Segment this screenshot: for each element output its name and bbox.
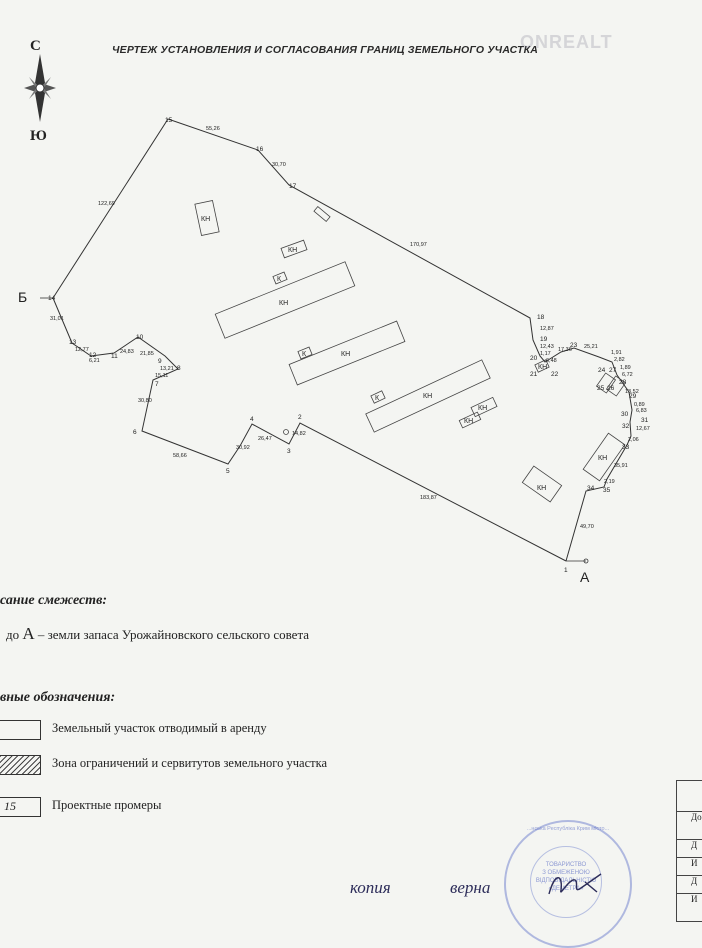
segment-label: 122,69 [98,201,115,207]
legend-label: Зона ограничений и сервитутов земельного участка [52,756,328,770]
legend-code: 15 [4,799,16,813]
segment-label: 6,21 [89,358,100,364]
point-label: 15 [165,117,173,124]
segment-label: 12,67 [636,426,650,432]
point-label: 7 [155,381,159,388]
point-label: 17 [289,183,297,190]
segment-label: 35,91 [614,463,628,469]
segment-label: 183,87 [420,495,437,501]
building-label: КН [279,300,289,307]
building-label: КН [201,216,211,223]
adjacency-line [6,624,309,644]
segment-label: 13,21 [160,366,174,372]
structure-dash [314,207,330,222]
segment-label: 2,82 [614,357,625,363]
point-label: 34 [587,485,595,492]
segment-label: 12,87 [540,326,554,332]
segment-label: 17,36 [558,347,572,353]
well [284,430,289,435]
legend-heading: вные обозначения: [0,690,116,705]
point-label: 28 [619,379,627,386]
segment-labels [50,126,650,530]
building-label: КН [341,351,351,358]
point-label: 27 [609,367,617,374]
building-label: КН [538,364,548,371]
segment-label: 30,92 [236,445,250,451]
adjacency-letter: А [22,624,35,643]
segment-label: 1,17 [540,351,551,357]
segment-label: 170,97 [410,242,427,248]
segment-label: 24,83 [120,349,134,355]
point-label: 24 [598,367,606,374]
legend-swatch-plain [0,720,41,740]
legend-swatch-hatch [0,755,41,775]
signature-icon [545,868,605,902]
point-label: 13 [69,339,77,346]
segment-label: 25,21 [584,344,598,350]
point-label: 26 [607,385,615,392]
point-label: 31 [641,417,649,424]
point-label: 32 [622,423,630,430]
point-label: 8 [177,365,181,372]
adjacency-prefix: до [6,627,20,642]
stamp-ring-text: ...нська Республіка Крим місто... [526,826,610,832]
segment-label: 2,19 [604,479,615,485]
point-label: 35 [603,487,611,494]
point-label: 29 [629,393,637,400]
point-label: 21 [530,371,538,378]
segment-label: 0,89 [634,402,645,408]
point-label: 30 [621,411,629,418]
building-label: КН [288,247,298,254]
point-labels [48,117,649,574]
point-label: 11 [111,353,118,360]
segment-label: 14,82 [292,431,306,437]
segment-label: 30,70 [272,162,286,168]
segment-label: 31,01 [50,316,64,322]
stamp-line: «ДЕМЕТРА» [548,886,584,892]
building-label: КН [464,418,474,425]
segment-label: 12,77 [75,347,89,353]
segment-label: 58,66 [173,453,187,459]
watermark-text: ONREALT [520,32,613,52]
point-label: 19 [540,336,548,343]
point-label: 5 [226,468,230,475]
segment-label: 6,72 [622,372,633,378]
drawing-title: ЧЕРТЕЖ УСТАНОВЛЕНИЯ И СОГЛАСОВАНИЯ ГРАНИЦ ЗЕМЕЛЬНОГО УЧАСТКА [112,44,539,56]
annex-label: К [375,395,380,402]
point-label: 16 [256,146,264,153]
point-label: 3 [287,448,291,455]
compass-south-label: Ю [30,128,47,144]
segment-label: 30,80 [138,398,152,404]
title-block-cell: Д [677,875,702,886]
point-marker-a: А [580,569,590,585]
adjacency-heading: сание смежеств: [0,593,107,608]
segment-label: 6,48 [546,358,557,364]
building-label: КН [478,405,488,412]
building-label: КН [423,393,433,400]
point-label: 2 [298,414,302,421]
point-label: 23 [570,342,578,349]
legend-label: Проектные промеры [52,798,162,812]
title-block-cell: До [677,811,702,822]
point-label: 33 [622,444,630,451]
building-label: КН [537,485,547,492]
title-block-cell: И [677,893,702,904]
segment-label: 6,83 [636,408,647,414]
segment-label: 55,26 [206,126,220,132]
segment-label: 12,43 [540,344,554,350]
stamp-line: ВІДПОВІДАЛЬНІСТЮ [535,878,597,884]
segment-label: 21,85 [140,351,154,357]
compass-north-label: С [30,38,41,54]
annex-label: К [302,351,307,358]
segment-label: 26,47 [258,436,272,442]
point-label: 10 [136,334,144,341]
handwritten-copy: копия [350,878,391,897]
segment-label: 1,89 [620,365,631,371]
point-marker-b: Б [18,289,28,305]
point-label: 12 [89,352,97,359]
point-label: 9 [158,358,162,365]
adjacency-text: – земли запаса Урожайновского сельского совета [34,627,310,642]
point-label: 4 [250,416,254,423]
stamp-line: З ОБМЕЖЕНОЮ [542,870,590,876]
point-label: 1 [564,567,568,574]
point-label: 25 [597,385,605,392]
building-8 [522,466,561,502]
segment-label: 15,11 [155,373,169,379]
point-label: 20 [530,355,538,362]
title-block [676,780,702,922]
legend-swatch-code [0,797,41,817]
stamp-line: ТОВАРИСТВО [545,862,587,868]
handwritten-certified: верна [450,878,491,897]
point-label: 6 [133,429,137,436]
annex-label: К [277,276,282,283]
point-label: 14 [48,295,56,302]
title-block-cell: И [677,857,702,868]
point-label: 22 [551,371,559,378]
segment-label: 49,70 [580,524,594,530]
point-label: 18 [537,314,545,321]
title-block-cell: Д [677,839,702,850]
legend-label: Земельный участок отводимый в аренду [52,721,267,735]
segment-label: 1,91 [611,350,622,356]
building-label: КН [598,455,608,462]
segment-label: 2,06 [628,437,639,443]
segment-label: 13,52 [625,389,639,395]
compass-rose-icon [24,54,56,122]
